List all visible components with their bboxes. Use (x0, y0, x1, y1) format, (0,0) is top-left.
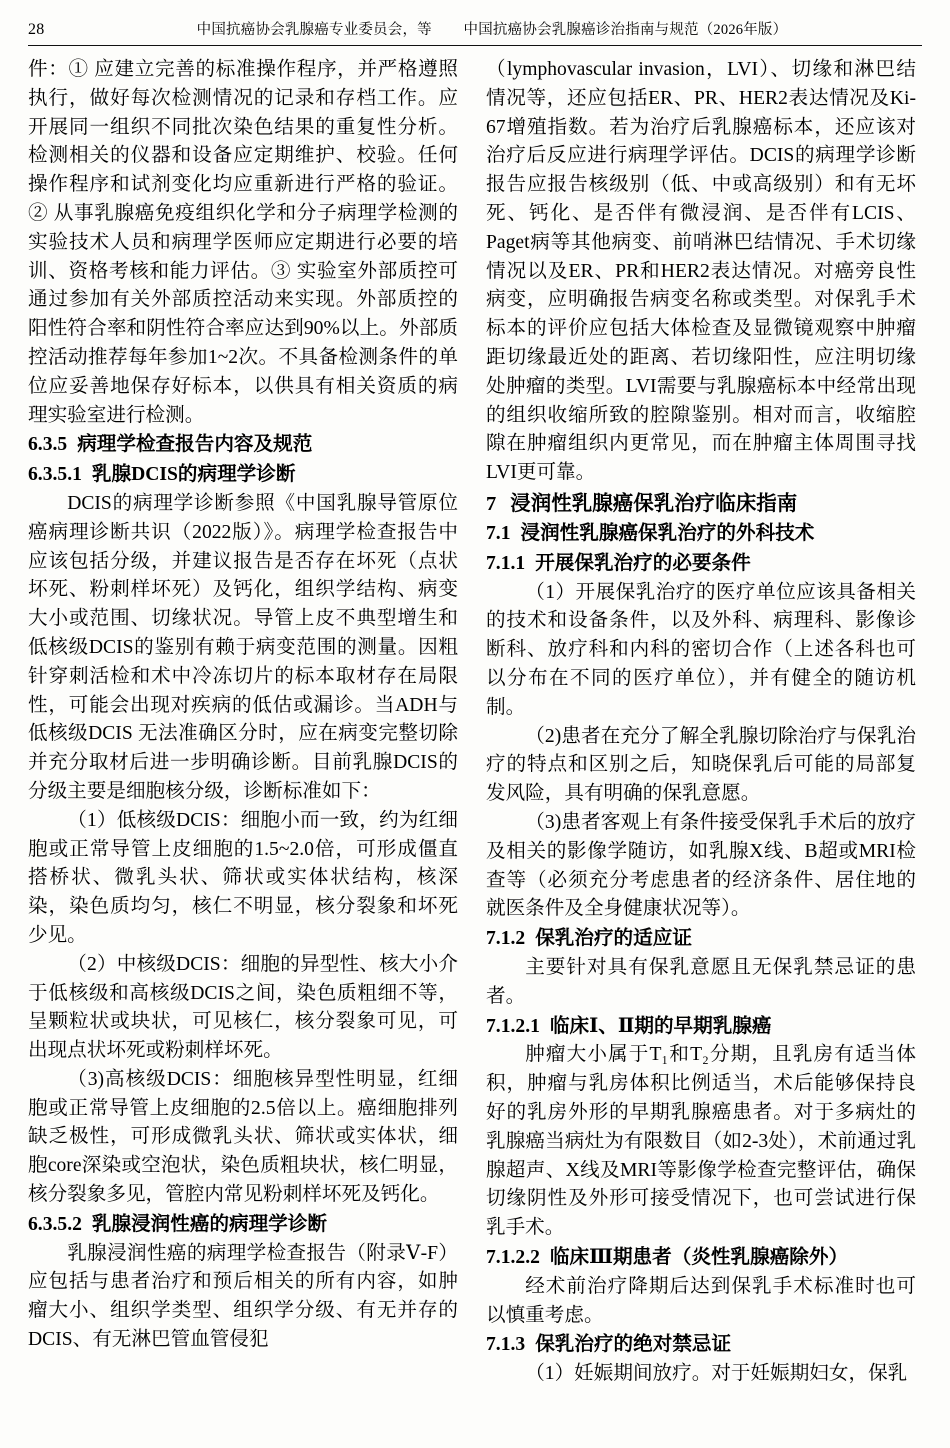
heading-number: 6.3.5.1 (28, 464, 82, 486)
sub-heading (28, 1211, 458, 1240)
body-paragraph: （3)患者客观上有条件接受保乳手术后的放疗及相关的影像学随访，如乳腺X线、B超或MRI检查等（必须充分考虑患者的经济条件、居住地的就医条件及全身健康状况等）。 (486, 812, 916, 920)
heading-text: 开展保乳治疗的必要条件 (535, 552, 751, 574)
page-folio: 28 (28, 21, 45, 38)
body-paragraph: （lymphovascular invasion，LVI）、切缘和淋巴结情况等，还应包括ER、PR、HER2表达情况及Ki-67增殖指数。若为治疗后乳腺癌标本，还应该对治疗后反应进行病理学评估。DCIS的病理学诊断报告应报告核级别（低、中或高级别）和有无坏死、钙化、是否伴有微浸润、是否伴有LCIS、Paget病等其他病变、前哨淋巴结情况、手术切缘情况以及ER、PR和HER2表达情况。对癌旁良性病变，应明确报告病变名称或类型。对保乳手术标本的评价应包括大体检查及显微镜观察中肿瘤距切缘最近处的距离、若切缘阳性，应注明切缘处肿瘤的类型。LVI需要与乳腺癌标本中经常出现的组织收缩所致的腔隙鉴别。相对而言，收缩腔隙在肿瘤组织内更常见，而在肿瘤主体周围寻找LVI更可靠。 (486, 59, 916, 484)
heading-text: 保乳治疗的绝对禁忌证 (535, 1334, 732, 1356)
heading-text: 浸润性乳腺癌保乳治疗的外科技术 (520, 523, 815, 545)
body-paragraph: 件：① 应建立完善的标准操作程序，并严格遵照执行，做好每次检测情况的记录和存档工作。应开展同一组织不同批次染色结果的重复性分析。检测相关的仪器和设备应定期维护、校验。任何操作程序和试剂变化均应重新进行严格的验证。② 从事乳腺癌免疫组织化学和分子病理学检测的实验技术人员和病理学医师应定期进行必要的培训、资格考核和能力评估。③ 实验室外部质控可通过参加有关外部质控活动来实现。外部质控的阳性符合率和阴性符合率应达到90%以上。外部质控活动推荐每年参加1~2次。不具备检测条件的单位应妥善地保存好标本，以供具有相关资质的病理实验室进行检测。 (28, 59, 458, 426)
heading-number: 7 (486, 492, 497, 515)
body-paragraph: （1）开展保乳治疗的医疗单位应该具备相关的技术和设备条件，以及外科、病理科、影像诊断科、放疗科和内科的密切合作（上述各科也可以分布在不同的医疗单位），并有健全的随访机制。 (486, 581, 916, 718)
column-left (28, 56, 458, 1416)
body-paragraph: DCIS的病理学诊断参照《中国乳腺导管原位癌病理诊断共识（2022版）》。病理学检查报告中应该包括分级，并建议报告是否存在坏死（点状坏死、粉刺样坏死）及钙化，组织学结构、病变大小或范围、切缘状况。导管上皮不典型增生和低核级DCIS的鉴别有赖于病变范围的测量。因粗针穿刺活检和术中冷冻切片的标本取材存在局限性，可能会出现对疾病的低估或漏诊。当ADH与低核级DCIS 无法准确区分时，应在病变完整切除并充分取材后进一步明确诊断。目前乳腺DCIS的分级主要是细胞核分级，诊断标准如下： (28, 492, 458, 802)
heading-text: 保乳治疗的适应证 (535, 928, 692, 950)
running-head-right: 中国抗癌协会乳腺癌诊治指南与规范（2026年版） (463, 22, 788, 38)
heading-number: 7.1.2.2 (486, 1247, 540, 1268)
heading-text: 临床Ⅰ、Ⅱ期的早期乳腺癌 (549, 1015, 772, 1037)
sub-heading (486, 520, 916, 549)
heading-number: 6.3.5 (28, 434, 68, 456)
heading-number: 7.1.3 (486, 1334, 526, 1356)
heading-number: 6.3.5.2 (28, 1213, 82, 1235)
body-paragraph: 肿瘤大小属于T₁和T₂分期，且乳房有适当体积，肿瘤与乳房体积比例适当，术后能够保持良好的乳房外形的早期乳腺癌患者。对于多病灶的乳腺癌当病灶为有限数目（如2-3处），术前通过乳腺超声、X线及MRI等影像学检查完整评估，确保切缘阴性及外形可接受情况下，也可尝试进行保乳手术。 (486, 1044, 916, 1239)
body-paragraph: （3)高核级DCIS：细胞核异型性明显，红细胞或正常导管上皮细胞的2.5倍以上。癌细胞排列缺乏极性，可形成微乳头状、筛状或实体状，细胞core深染或空泡状，染色质粗块状，核仁明显，核分裂象多见，管腔内常见粉刺样坏死及钙化。 (28, 1068, 458, 1206)
heading-text: 病理学检查报告内容及规范 (77, 434, 313, 456)
sub-heading (28, 461, 458, 490)
sub-heading (486, 1244, 916, 1273)
body-columns (28, 56, 922, 1416)
body-paragraph: （1）妊娠期间放疗。对于妊娠期妇女，保乳 (525, 1363, 908, 1385)
body-paragraph: （2)患者在充分了解全乳腺切除治疗与保乳治疗的特点和区别之后，知晓保乳后可能的局部复发风险，具有明确的保乳意愿。 (486, 725, 916, 805)
sub-heading (486, 925, 916, 954)
header-rule (28, 45, 922, 46)
sub-heading (486, 550, 916, 579)
heading-number: 7.1.2 (486, 928, 526, 950)
heading-text: 乳腺DCIS的病理学诊断 (91, 464, 296, 486)
sub-heading (486, 1013, 916, 1042)
body-paragraph: （1）低核级DCIS：细胞小而一致，约为红细胞或正常导管上皮细胞的1.5~2.0倍，可形成僵直搭桥状、微乳头状、筛状或实体状结构，核深染，染色质均匀，核仁不明显，核分裂象和坏死少见。 (28, 809, 458, 946)
section-heading (486, 489, 916, 519)
heading-text: 浸润性乳腺癌保乳治疗临床指南 (510, 492, 798, 515)
running-head-left: 中国抗癌协会乳腺癌专业委员会，等 (196, 22, 432, 38)
running-head-text (62, 18, 922, 39)
column-right (486, 56, 916, 1416)
sub-heading (486, 1331, 916, 1360)
heading-number: 7.1.2.1 (486, 1015, 540, 1037)
sub-heading (28, 431, 458, 460)
body-paragraph: 主要针对具有保乳意愿且无保乳禁忌证的患者。 (486, 957, 916, 1007)
body-paragraph: （2）中核级DCIS：细胞的异型性、核大小介于低核级和高核级DCIS之间，染色质粗细不等，呈颗粒状或块状，可见核仁，核分裂象可见，可出现点状坏死或粉刺样坏死。 (28, 953, 458, 1062)
body-paragraph: 乳腺浸润性癌的病理学检查报告（附录Ⅴ-F）应包括与患者治疗和预后相关的所有内容，如肿瘤大小、组织学类型、组织学分级、有无并存的DCIS、有无淋巴管血管侵犯 (28, 1242, 458, 1351)
running-head (28, 18, 922, 45)
body-paragraph: 经术前治疗降期后达到保乳手术标准时也可以慎重考虑。 (486, 1275, 916, 1326)
heading-number: 7.1 (486, 523, 511, 545)
heading-number: 7.1.1 (486, 552, 526, 574)
heading-text: 乳腺浸润性癌的病理学诊断 (91, 1213, 328, 1235)
heading-text: 临床Ⅲ期患者（炎性乳腺癌除外） (549, 1247, 849, 1268)
